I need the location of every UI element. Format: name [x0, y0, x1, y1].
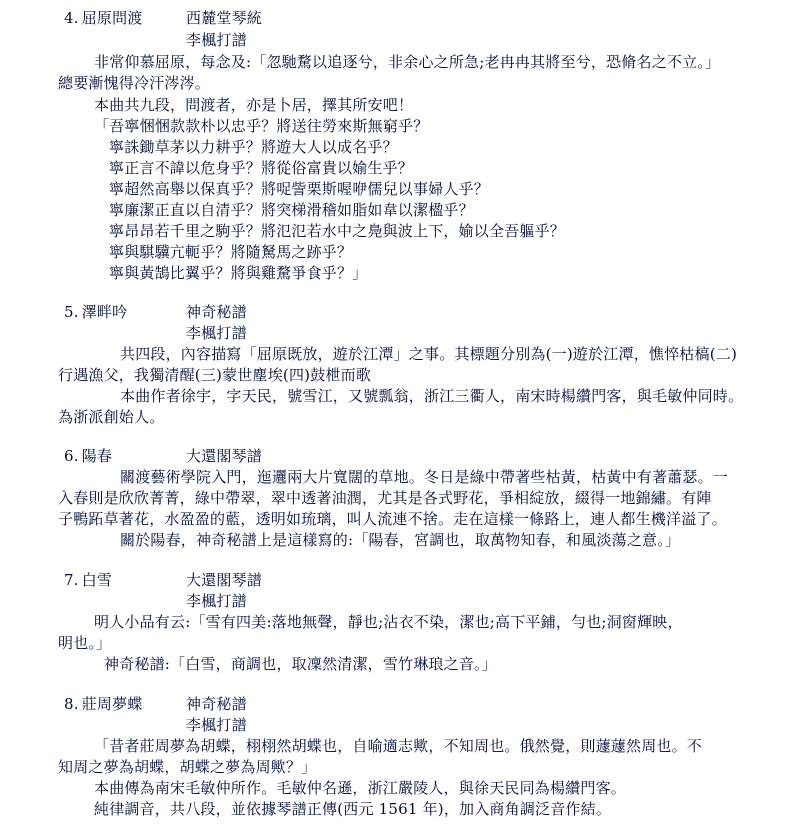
section-number: 7. [64, 571, 79, 589]
quote-line: 寧與黃鵠比翼乎？將與雞騖爭食乎？」 [109, 264, 368, 282]
paragraph-line: 非常仰慕屈原，每念及:「忽馳騖以追逐兮，非余心之所急;老冉冉其將至兮，恐脩名之不立。」 [94, 53, 721, 71]
section-7-heading [64, 570, 112, 590]
section-4-heading [64, 8, 143, 28]
section-performer: 李楓打譜 [186, 31, 247, 49]
section-title: 陽春 [81, 447, 113, 465]
section-performer: 李楓打譜 [186, 716, 247, 734]
paragraph-line: 行遇漁父，我獨清醒(三)蒙世塵埃(四)鼓枻而歌 [58, 366, 372, 384]
section-number: 4. [64, 9, 79, 27]
section-number: 8. [64, 695, 79, 713]
section-title: 莊周夢蝶 [81, 695, 143, 713]
section-number: 5. [64, 303, 79, 321]
quote-line: 寧廉潔正直以自清乎？將突梯滑稽如脂如韋以潔楹乎？ [109, 201, 474, 219]
section-title: 澤畔吟 [81, 303, 128, 321]
paragraph-line: 純律調音，共八段，並依據琴譜正傳(西元 1561 年)，加入商角調泛音作結。 [94, 800, 612, 818]
paragraph-line: 神奇秘譜:「白雪，商調也，取凜然清潔，雪竹琳琅之音。」 [104, 655, 497, 673]
paragraph-line: 共四段，內容描寫「屈原既放，遊於江潭」之事。其標題分別為(一)遊於江潭，憔悴枯槁(二) [120, 345, 738, 363]
paragraph-line: 為浙派創始人。 [58, 408, 165, 426]
section-6-heading [64, 446, 112, 466]
paragraph-line: 知周之夢為胡蝶，胡蝶之夢為周歟？」 [58, 758, 317, 776]
section-source: 神奇秘譜 [186, 695, 247, 713]
paragraph-line: 本曲作者徐宇，字天民，號雪江，又號瓢翁，浙江三衢人，南宋時楊纘門客，與毛敏仲同時。 [120, 387, 744, 405]
paragraph-line: 關渡藝術學院入門，迤邐兩大片寬闊的草地。冬日是綠中帶著些枯黃，枯黃中有著蕭瑟。一 [120, 468, 729, 486]
paragraph-line: 明也。」 [58, 634, 112, 652]
section-8-heading [64, 694, 143, 714]
quote-line: 寧超然高舉以保真乎？將哫訾栗斯喔咿儒兒以事婦人乎？ [109, 180, 490, 198]
section-performer: 李楓打譜 [186, 324, 247, 342]
quote-line: 寧與騏驥亢軛乎？將隨駑馬之跡乎？ [109, 243, 353, 261]
section-performer: 李楓打譜 [186, 592, 247, 610]
section-source: 大還閣琴譜 [186, 571, 263, 589]
paragraph-line: 子鴨跖草著花，水盈盈的藍，透明如琉璃，叫人流連不捨。走在這樣一條路上，連人都生機洋溢了。 [58, 510, 727, 528]
paragraph-line: 關於陽春，神奇秘譜上是這樣寫的:「陽春，宮調也，取萬物知春，和風淡蕩之意。」 [120, 531, 681, 549]
section-number: 6. [64, 447, 79, 465]
quote-line: 寧昂昂若千里之駒乎？將氾氾若水中之鳧與波上下，媮以全吾軀乎？ [109, 222, 566, 240]
section-source: 大還閣琴譜 [186, 447, 263, 465]
quote-line: 寧正言不諱以危身乎？將從俗富貴以媮生乎？ [109, 159, 414, 177]
section-source: 神奇秘譜 [186, 303, 247, 321]
section-title: 屈原問渡 [81, 9, 143, 27]
paragraph-line: 本曲共九段，問渡者，亦是卜居，擇其所安吧！ [94, 96, 414, 114]
section-title: 白雪 [81, 571, 113, 589]
paragraph-line: 明人小品有云:「雪有四美:落地無聲，靜也;沾衣不染，潔也;高下平鋪，勻也;洞窗輝映， [94, 613, 683, 631]
section-5-heading [64, 302, 127, 322]
paragraph-line: 總要漸愧得冷汗涔涔。 [58, 74, 211, 92]
quote-line: 「吾寧悃悃款款朴以忠乎？將送往勞來斯無窮乎？ [94, 117, 429, 135]
quote-line: 寧誅鋤草茅以力耕乎？將遊大人以成名乎？ [109, 138, 398, 156]
section-source: 西麓堂琴統 [186, 9, 263, 27]
paragraph-line: 本曲傳為南宋毛敏仲所作。毛敏仲名遜，浙江嚴陵人，與徐天民同為楊纘門客。 [94, 779, 627, 797]
paragraph-line: 「昔者莊周夢為胡蝶，栩栩然胡蝶也，自喻適志歟，不知周也。俄然覺，則蘧蘧然周也。不 [94, 737, 703, 755]
paragraph-line: 入春則是欣欣菁菁，綠中帶翠，翠中透著油潤，尤其是各式野花，爭相綻放，綴得一地錦繡。有陣 [58, 489, 712, 507]
